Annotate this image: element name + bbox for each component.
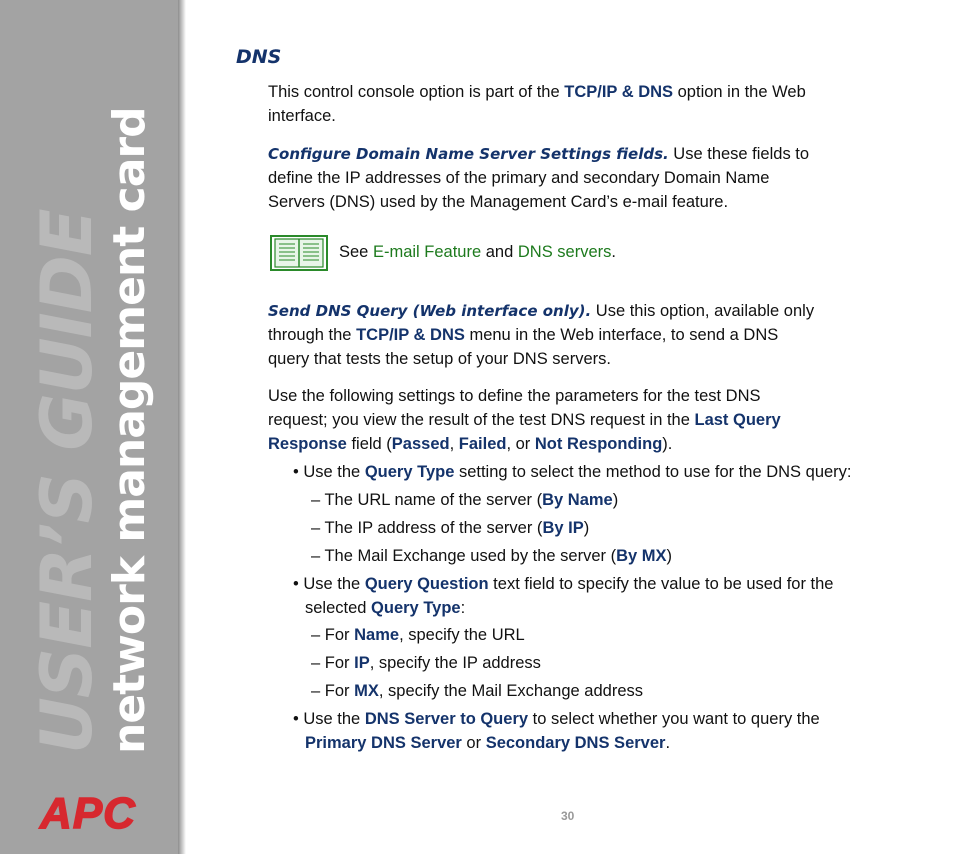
send-query-line-3: query that tests the setup of your DNS servers. xyxy=(268,350,611,368)
apc-logo xyxy=(18,794,158,832)
sub-item-by-ip: – The IP address of the server (By IP) xyxy=(311,519,590,537)
intro-line-1: This control console option is part of the TCP/IP & DNS option in the Web xyxy=(268,83,806,101)
book-icon xyxy=(270,235,328,271)
configure-line-3: Servers (DNS) used by the Management Card’s e-mail feature. xyxy=(268,193,729,211)
bullet-dns-server-to-query: • Use the DNS Server to Query to select whether you want to query the xyxy=(293,710,820,728)
bullet-query-type: • Use the Query Type setting to select the method to use for the DNS query: xyxy=(293,463,852,481)
sidebar-shadow xyxy=(178,0,186,854)
settings-line-2: request; you view the result of the test DNS request in the Last Query xyxy=(268,411,781,429)
sub-item-by-mx: – The Mail Exchange used by the server (By MX) xyxy=(311,547,673,565)
settings-line-1: Use the following settings to define the parameters for the test DNS xyxy=(268,387,761,405)
configure-heading: Configure Domain Name Server Settings fields. xyxy=(268,145,669,163)
apc-logo-text: APC xyxy=(40,794,136,832)
send-query-line-2: through the TCP/IP & DNS menu in the Web interface, to send a DNS xyxy=(268,326,779,344)
bullet-dns-server-line-2: Primary DNS Server or Secondary DNS Server. xyxy=(305,734,671,752)
guide-subtitle: network management card xyxy=(104,107,155,754)
sidebar xyxy=(0,0,178,854)
bullet-query-question: • Use the Query Question text field to specify the value to be used for the xyxy=(293,575,834,593)
sub-item-name: – For Name, specify the URL xyxy=(311,626,525,644)
settings-line-3: Response field (Passed, Failed, or Not Responding). xyxy=(268,435,673,453)
see-also-note: See E-mail Feature and DNS servers. xyxy=(339,243,616,261)
send-query-line-1: Send DNS Query (Web interface only). Use this option, available only xyxy=(268,302,815,320)
sub-item-mx: – For MX, specify the Mail Exchange address xyxy=(311,682,643,700)
dns-servers-link[interactable]: DNS servers xyxy=(517,243,612,261)
send-query-heading: Send DNS Query (Web interface only). xyxy=(268,302,592,320)
configure-line-2: define the IP addresses of the primary and secondary Domain Name xyxy=(268,169,770,187)
sub-item-by-name: – The URL name of the server (By Name) xyxy=(311,491,619,509)
sub-item-ip: – For IP, specify the IP address xyxy=(311,654,541,672)
section-title: DNS xyxy=(236,46,282,68)
page-number: 30 xyxy=(561,809,575,823)
intro-line-2: interface. xyxy=(268,107,336,125)
guide-title: USER’S GUIDE xyxy=(26,209,108,754)
configure-line-1: Configure Domain Name Server Settings fields. Use these fields to xyxy=(268,145,810,163)
email-feature-link[interactable]: E-mail Feature xyxy=(372,243,482,261)
bullet-query-question-line-2: selected Query Type: xyxy=(305,599,466,617)
